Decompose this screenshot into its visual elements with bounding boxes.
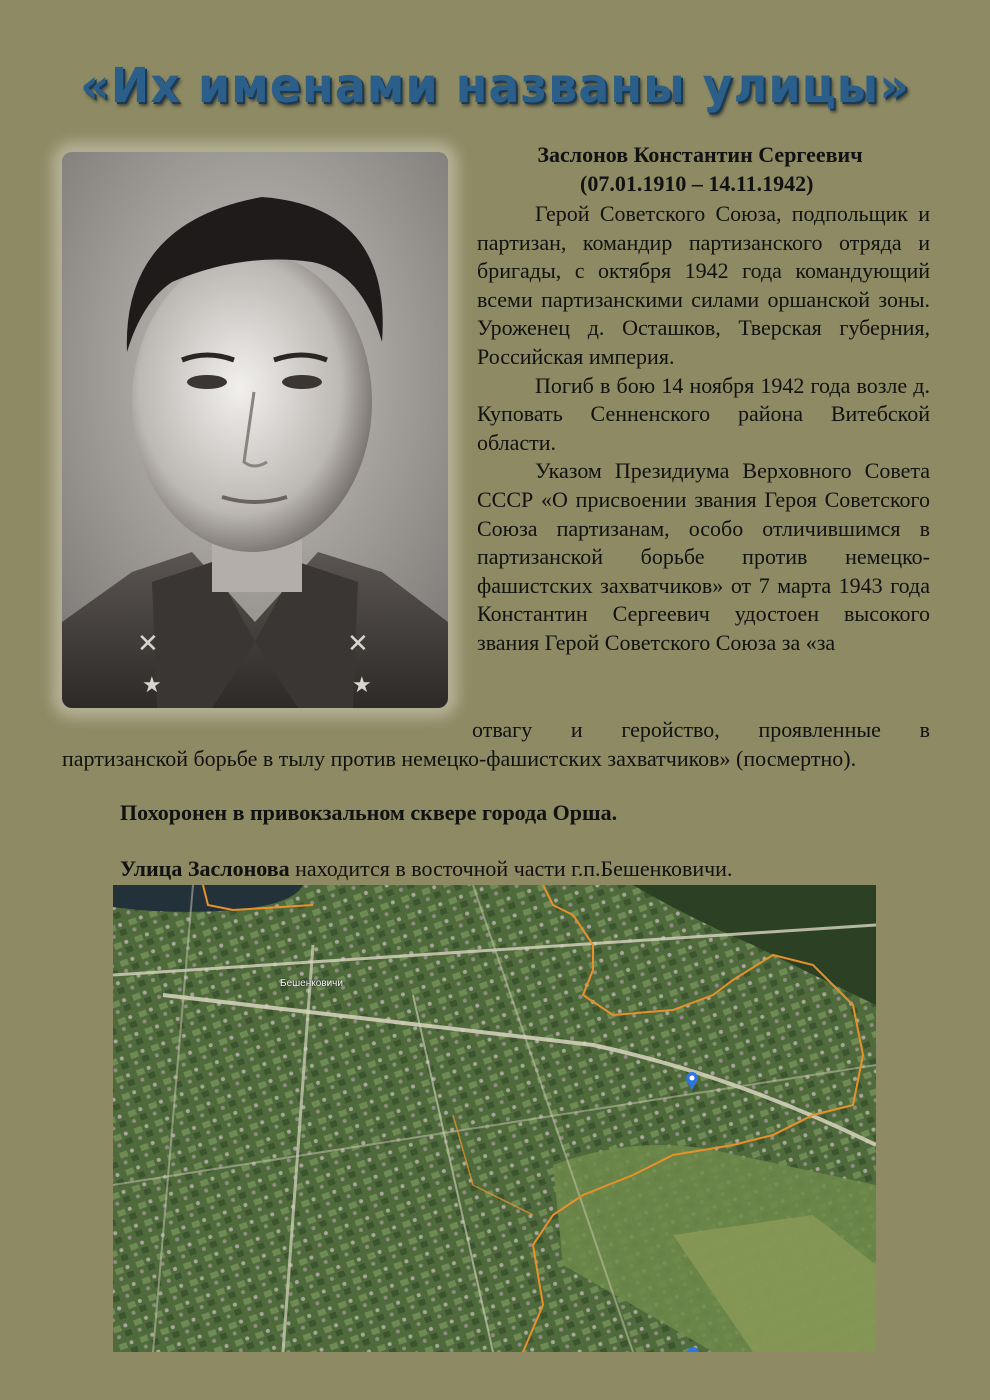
person-dates: (07.01.1910 – 14.11.1942) <box>580 171 814 196</box>
svg-text:✕: ✕ <box>137 629 159 659</box>
bio-continued-rest: партизанской борьбе в тылу против немецко-фашистских захватчиков» (посмертно). <box>62 745 857 771</box>
person-name: Заслонов Константин Сергеевич <box>537 142 863 167</box>
street-name: Улица Заслонова <box>120 856 290 881</box>
svg-text:✕: ✕ <box>347 629 369 659</box>
svg-text:★: ★ <box>142 673 162 698</box>
bio-paragraph-3: Указом Президиума Верховного Совета СССР «О присвоении звания Героя Советского Союза партизанам, особо отличившимся в партизанской борьбе против немецко-фашистских захватчиков» от 7 марта 1943 года Константин Сергеевич удостоен высокого звания Герой Советского Союза за «за <box>477 458 930 655</box>
page-title: «Их именами названы улицы» <box>79 56 910 114</box>
svg-text:★: ★ <box>352 673 372 698</box>
biography-continued <box>62 716 930 773</box>
bio-paragraph-1: Герой Советского Союза, подпольщик и партизан, командир партизанского отряда и бригады, с октября 1942 года командующий всеми партизанскими силами оршанской зоны. Уроженец д. Осташков, Тверская губерния, Российская империя. <box>477 201 930 369</box>
bio-continued-line: отвагу и геройство, проявленные в <box>472 717 930 742</box>
burial-note: Похоронен в привокзальном сквере города Орша. <box>120 800 618 825</box>
portrait-photo <box>62 152 448 708</box>
street-note <box>120 856 732 882</box>
satellite-map <box>113 885 876 1352</box>
map-town-label: Бешенковичи <box>280 978 343 989</box>
street-description: находится в восточной части г.п.Бешенковичи. <box>289 856 733 881</box>
bio-paragraph-2: Погиб в бою 14 ноября 1942 года возле д. Куповать Сенненского района Витебской области. <box>477 372 930 455</box>
biography <box>477 200 930 658</box>
